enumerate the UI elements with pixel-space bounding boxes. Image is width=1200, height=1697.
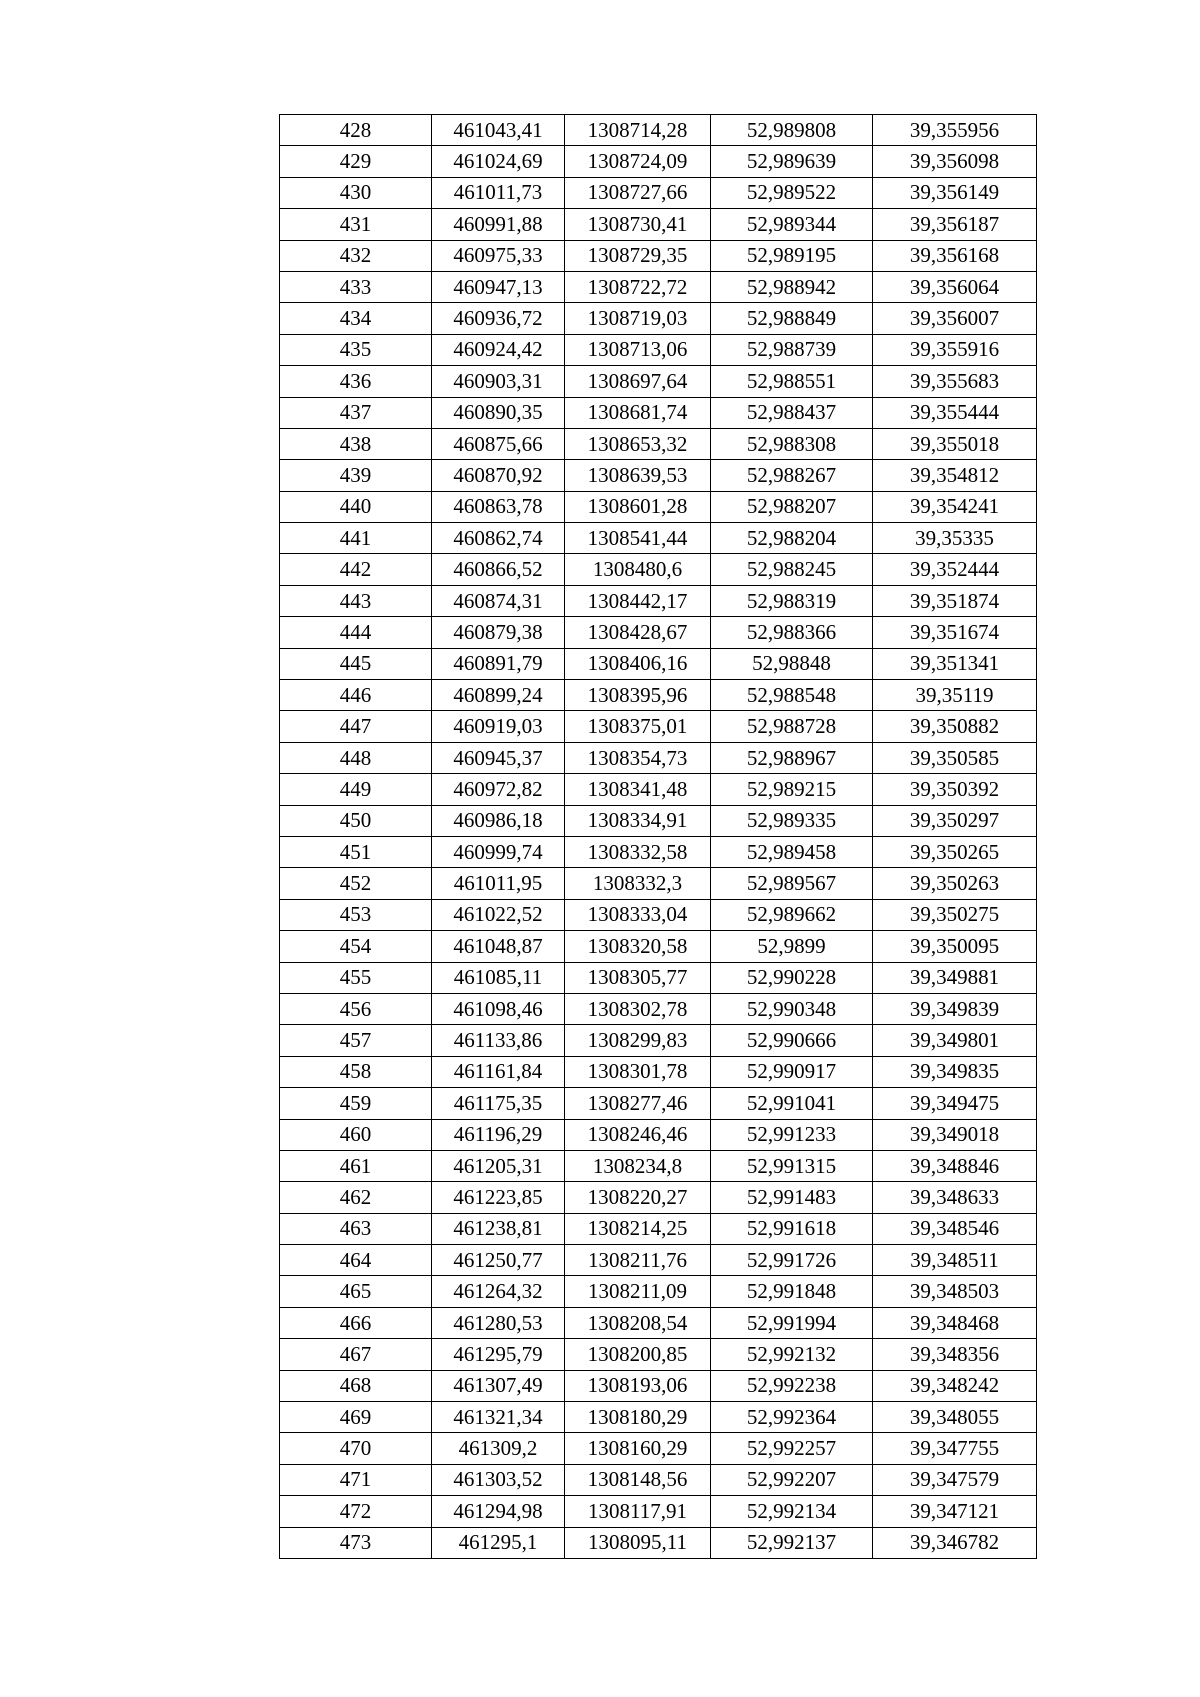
longitude-cell: 39,355444 [873,397,1037,428]
x-coordinate-cell: 461238,81 [432,1213,565,1244]
table-row [280,1402,1037,1433]
longitude-cell: 39,351341 [873,648,1037,679]
table-row [280,931,1037,962]
table-row [280,1025,1037,1056]
longitude-cell: 39,347579 [873,1464,1037,1495]
point-number-cell: 468 [280,1370,432,1401]
y-coordinate-cell: 1308653,32 [565,428,711,459]
latitude-cell: 52,989522 [711,177,873,208]
y-coordinate-cell: 1308697,64 [565,366,711,397]
y-coordinate-cell: 1308713,06 [565,334,711,365]
point-number-cell: 439 [280,460,432,491]
table-row [280,617,1037,648]
x-coordinate-cell: 460862,74 [432,523,565,554]
table-row [280,1464,1037,1495]
y-coordinate-cell: 1308277,46 [565,1088,711,1119]
x-coordinate-cell: 460874,31 [432,585,565,616]
point-number-cell: 453 [280,899,432,930]
longitude-cell: 39,349881 [873,962,1037,993]
latitude-cell: 52,988245 [711,554,873,585]
table-row [280,1370,1037,1401]
table-row [280,1527,1037,1558]
x-coordinate-cell: 461022,52 [432,899,565,930]
longitude-cell: 39,348242 [873,1370,1037,1401]
latitude-cell: 52,989458 [711,836,873,867]
point-number-cell: 436 [280,366,432,397]
longitude-cell: 39,350275 [873,899,1037,930]
table-row [280,428,1037,459]
latitude-cell: 52,988548 [711,680,873,711]
table-row [280,491,1037,522]
point-number-cell: 441 [280,523,432,554]
longitude-cell: 39,350297 [873,805,1037,836]
point-number-cell: 434 [280,303,432,334]
latitude-cell: 52,988942 [711,271,873,302]
y-coordinate-cell: 1308541,44 [565,523,711,554]
y-coordinate-cell: 1308095,11 [565,1527,711,1558]
x-coordinate-cell: 461161,84 [432,1056,565,1087]
y-coordinate-cell: 1308601,28 [565,491,711,522]
latitude-cell: 52,990666 [711,1025,873,1056]
latitude-cell: 52,990917 [711,1056,873,1087]
point-number-cell: 447 [280,711,432,742]
point-number-cell: 450 [280,805,432,836]
latitude-cell: 52,9899 [711,931,873,962]
table-row [280,240,1037,271]
x-coordinate-cell: 461295,1 [432,1527,565,1558]
longitude-cell: 39,350392 [873,774,1037,805]
point-number-cell: 461 [280,1150,432,1181]
latitude-cell: 52,991618 [711,1213,873,1244]
point-number-cell: 440 [280,491,432,522]
y-coordinate-cell: 1308208,54 [565,1307,711,1338]
point-number-cell: 443 [280,585,432,616]
y-coordinate-cell: 1308639,53 [565,460,711,491]
y-coordinate-cell: 1308442,17 [565,585,711,616]
y-coordinate-cell: 1308333,04 [565,899,711,930]
longitude-cell: 39,348511 [873,1245,1037,1276]
longitude-cell: 39,351874 [873,585,1037,616]
table-row [280,648,1037,679]
point-number-cell: 470 [280,1433,432,1464]
longitude-cell: 39,348503 [873,1276,1037,1307]
latitude-cell: 52,989344 [711,209,873,240]
x-coordinate-cell: 461048,87 [432,931,565,962]
longitude-cell: 39,35119 [873,680,1037,711]
x-coordinate-cell: 460947,13 [432,271,565,302]
x-coordinate-cell: 461175,35 [432,1088,565,1119]
longitude-cell: 39,350263 [873,868,1037,899]
longitude-cell: 39,350265 [873,836,1037,867]
point-number-cell: 452 [280,868,432,899]
longitude-cell: 39,354241 [873,491,1037,522]
y-coordinate-cell: 1308730,41 [565,209,711,240]
table-row [280,1245,1037,1276]
y-coordinate-cell: 1308214,25 [565,1213,711,1244]
latitude-cell: 52,992207 [711,1464,873,1495]
x-coordinate-cell: 461024,69 [432,146,565,177]
point-number-cell: 465 [280,1276,432,1307]
latitude-cell: 52,989639 [711,146,873,177]
latitude-cell: 52,989215 [711,774,873,805]
y-coordinate-cell: 1308211,09 [565,1276,711,1307]
longitude-cell: 39,347755 [873,1433,1037,1464]
x-coordinate-cell: 460936,72 [432,303,565,334]
x-coordinate-cell: 461250,77 [432,1245,565,1276]
point-number-cell: 451 [280,836,432,867]
latitude-cell: 52,98848 [711,648,873,679]
longitude-cell: 39,349018 [873,1119,1037,1150]
latitude-cell: 52,988739 [711,334,873,365]
point-number-cell: 430 [280,177,432,208]
table-row [280,334,1037,365]
longitude-cell: 39,356149 [873,177,1037,208]
y-coordinate-cell: 1308160,29 [565,1433,711,1464]
table-row [280,585,1037,616]
longitude-cell: 39,349835 [873,1056,1037,1087]
y-coordinate-cell: 1308428,67 [565,617,711,648]
longitude-cell: 39,348546 [873,1213,1037,1244]
point-number-cell: 471 [280,1464,432,1495]
point-number-cell: 459 [280,1088,432,1119]
x-coordinate-cell: 460891,79 [432,648,565,679]
point-number-cell: 469 [280,1402,432,1433]
table-row [280,460,1037,491]
y-coordinate-cell: 1308714,28 [565,115,711,146]
latitude-cell: 52,990228 [711,962,873,993]
y-coordinate-cell: 1308681,74 [565,397,711,428]
table-row [280,993,1037,1024]
latitude-cell: 52,988437 [711,397,873,428]
table-row [280,742,1037,773]
table-row [280,177,1037,208]
point-number-cell: 456 [280,993,432,1024]
table-row [280,1150,1037,1181]
latitude-cell: 52,992364 [711,1402,873,1433]
y-coordinate-cell: 1308480,6 [565,554,711,585]
longitude-cell: 39,347121 [873,1496,1037,1527]
y-coordinate-cell: 1308354,73 [565,742,711,773]
x-coordinate-cell: 461011,95 [432,868,565,899]
longitude-cell: 39,348468 [873,1307,1037,1338]
latitude-cell: 52,988308 [711,428,873,459]
y-coordinate-cell: 1308724,09 [565,146,711,177]
x-coordinate-cell: 461133,86 [432,1025,565,1056]
point-number-cell: 466 [280,1307,432,1338]
latitude-cell: 52,988267 [711,460,873,491]
x-coordinate-cell: 460870,92 [432,460,565,491]
latitude-cell: 52,991483 [711,1182,873,1213]
x-coordinate-cell: 461264,32 [432,1276,565,1307]
coordinates-table [279,114,1037,1559]
latitude-cell: 52,989335 [711,805,873,836]
longitude-cell: 39,35335 [873,523,1037,554]
y-coordinate-cell: 1308220,27 [565,1182,711,1213]
point-number-cell: 454 [280,931,432,962]
table-row [280,1433,1037,1464]
point-number-cell: 472 [280,1496,432,1527]
x-coordinate-cell: 461223,85 [432,1182,565,1213]
x-coordinate-cell: 460919,03 [432,711,565,742]
point-number-cell: 435 [280,334,432,365]
x-coordinate-cell: 460945,37 [432,742,565,773]
y-coordinate-cell: 1308148,56 [565,1464,711,1495]
longitude-cell: 39,356098 [873,146,1037,177]
y-coordinate-cell: 1308234,8 [565,1150,711,1181]
point-number-cell: 442 [280,554,432,585]
latitude-cell: 52,991315 [711,1150,873,1181]
x-coordinate-cell: 460924,42 [432,334,565,365]
longitude-cell: 39,348633 [873,1182,1037,1213]
latitude-cell: 52,989662 [711,899,873,930]
y-coordinate-cell: 1308332,3 [565,868,711,899]
point-number-cell: 429 [280,146,432,177]
longitude-cell: 39,348356 [873,1339,1037,1370]
table-row [280,1213,1037,1244]
point-number-cell: 431 [280,209,432,240]
latitude-cell: 52,988319 [711,585,873,616]
longitude-cell: 39,349475 [873,1088,1037,1119]
coordinates-table-body [280,115,1037,1559]
x-coordinate-cell: 460999,74 [432,836,565,867]
latitude-cell: 52,992132 [711,1339,873,1370]
x-coordinate-cell: 460986,18 [432,805,565,836]
latitude-cell: 52,988207 [711,491,873,522]
y-coordinate-cell: 1308395,96 [565,680,711,711]
table-row [280,366,1037,397]
table-row [280,115,1037,146]
x-coordinate-cell: 461098,46 [432,993,565,1024]
table-row [280,962,1037,993]
point-number-cell: 460 [280,1119,432,1150]
y-coordinate-cell: 1308375,01 [565,711,711,742]
table-row [280,680,1037,711]
y-coordinate-cell: 1308246,46 [565,1119,711,1150]
longitude-cell: 39,352444 [873,554,1037,585]
table-row [280,711,1037,742]
table-row [280,1276,1037,1307]
point-number-cell: 455 [280,962,432,993]
table-row [280,805,1037,836]
point-number-cell: 463 [280,1213,432,1244]
point-number-cell: 444 [280,617,432,648]
point-number-cell: 462 [280,1182,432,1213]
y-coordinate-cell: 1308320,58 [565,931,711,962]
x-coordinate-cell: 461085,11 [432,962,565,993]
latitude-cell: 52,988366 [711,617,873,648]
latitude-cell: 52,990348 [711,993,873,1024]
longitude-cell: 39,355018 [873,428,1037,459]
x-coordinate-cell: 460866,52 [432,554,565,585]
latitude-cell: 52,989808 [711,115,873,146]
longitude-cell: 39,354812 [873,460,1037,491]
longitude-cell: 39,351674 [873,617,1037,648]
point-number-cell: 467 [280,1339,432,1370]
table-row [280,209,1037,240]
longitude-cell: 39,355956 [873,115,1037,146]
y-coordinate-cell: 1308117,91 [565,1496,711,1527]
point-number-cell: 448 [280,742,432,773]
point-number-cell: 458 [280,1056,432,1087]
latitude-cell: 52,992134 [711,1496,873,1527]
table-row [280,1307,1037,1338]
latitude-cell: 52,989567 [711,868,873,899]
x-coordinate-cell: 460899,24 [432,680,565,711]
longitude-cell: 39,348055 [873,1402,1037,1433]
longitude-cell: 39,348846 [873,1150,1037,1181]
x-coordinate-cell: 461321,34 [432,1402,565,1433]
y-coordinate-cell: 1308729,35 [565,240,711,271]
table-row [280,1056,1037,1087]
longitude-cell: 39,356187 [873,209,1037,240]
latitude-cell: 52,992257 [711,1433,873,1464]
y-coordinate-cell: 1308211,76 [565,1245,711,1276]
point-number-cell: 433 [280,271,432,302]
point-number-cell: 428 [280,115,432,146]
x-coordinate-cell: 461303,52 [432,1464,565,1495]
y-coordinate-cell: 1308722,72 [565,271,711,302]
latitude-cell: 52,991994 [711,1307,873,1338]
table-row [280,523,1037,554]
y-coordinate-cell: 1308305,77 [565,962,711,993]
table-row [280,1182,1037,1213]
table-row [280,1496,1037,1527]
x-coordinate-cell: 460975,33 [432,240,565,271]
x-coordinate-cell: 461280,53 [432,1307,565,1338]
y-coordinate-cell: 1308180,29 [565,1402,711,1433]
latitude-cell: 52,989195 [711,240,873,271]
y-coordinate-cell: 1308341,48 [565,774,711,805]
table-row [280,397,1037,428]
x-coordinate-cell: 461294,98 [432,1496,565,1527]
y-coordinate-cell: 1308334,91 [565,805,711,836]
longitude-cell: 39,350882 [873,711,1037,742]
x-coordinate-cell: 460875,66 [432,428,565,459]
longitude-cell: 39,350095 [873,931,1037,962]
point-number-cell: 464 [280,1245,432,1276]
y-coordinate-cell: 1308299,83 [565,1025,711,1056]
longitude-cell: 39,350585 [873,742,1037,773]
table-row [280,868,1037,899]
x-coordinate-cell: 460879,38 [432,617,565,648]
table-row [280,554,1037,585]
latitude-cell: 52,992137 [711,1527,873,1558]
point-number-cell: 473 [280,1527,432,1558]
x-coordinate-cell: 460972,82 [432,774,565,805]
table-row [280,1119,1037,1150]
y-coordinate-cell: 1308406,16 [565,648,711,679]
x-coordinate-cell: 461196,29 [432,1119,565,1150]
longitude-cell: 39,356168 [873,240,1037,271]
point-number-cell: 446 [280,680,432,711]
x-coordinate-cell: 461309,2 [432,1433,565,1464]
table-row [280,836,1037,867]
y-coordinate-cell: 1308727,66 [565,177,711,208]
longitude-cell: 39,355683 [873,366,1037,397]
x-coordinate-cell: 461295,79 [432,1339,565,1370]
latitude-cell: 52,991041 [711,1088,873,1119]
point-number-cell: 432 [280,240,432,271]
point-number-cell: 445 [280,648,432,679]
table-row [280,271,1037,302]
latitude-cell: 52,988967 [711,742,873,773]
latitude-cell: 52,991726 [711,1245,873,1276]
latitude-cell: 52,991848 [711,1276,873,1307]
point-number-cell: 438 [280,428,432,459]
longitude-cell: 39,356064 [873,271,1037,302]
table-row [280,774,1037,805]
table-row [280,1339,1037,1370]
x-coordinate-cell: 461307,49 [432,1370,565,1401]
longitude-cell: 39,355916 [873,334,1037,365]
x-coordinate-cell: 460991,88 [432,209,565,240]
x-coordinate-cell: 460890,35 [432,397,565,428]
y-coordinate-cell: 1308302,78 [565,993,711,1024]
x-coordinate-cell: 461011,73 [432,177,565,208]
longitude-cell: 39,356007 [873,303,1037,334]
y-coordinate-cell: 1308193,06 [565,1370,711,1401]
latitude-cell: 52,988728 [711,711,873,742]
longitude-cell: 39,346782 [873,1527,1037,1558]
x-coordinate-cell: 461205,31 [432,1150,565,1181]
y-coordinate-cell: 1308332,58 [565,836,711,867]
point-number-cell: 457 [280,1025,432,1056]
latitude-cell: 52,988551 [711,366,873,397]
x-coordinate-cell: 460903,31 [432,366,565,397]
table-row [280,146,1037,177]
table-row [280,1088,1037,1119]
point-number-cell: 437 [280,397,432,428]
latitude-cell: 52,988204 [711,523,873,554]
latitude-cell: 52,991233 [711,1119,873,1150]
point-number-cell: 449 [280,774,432,805]
x-coordinate-cell: 460863,78 [432,491,565,522]
longitude-cell: 39,349839 [873,993,1037,1024]
longitude-cell: 39,349801 [873,1025,1037,1056]
x-coordinate-cell: 461043,41 [432,115,565,146]
y-coordinate-cell: 1308301,78 [565,1056,711,1087]
y-coordinate-cell: 1308200,85 [565,1339,711,1370]
table-row [280,303,1037,334]
latitude-cell: 52,992238 [711,1370,873,1401]
y-coordinate-cell: 1308719,03 [565,303,711,334]
table-row [280,899,1037,930]
latitude-cell: 52,988849 [711,303,873,334]
